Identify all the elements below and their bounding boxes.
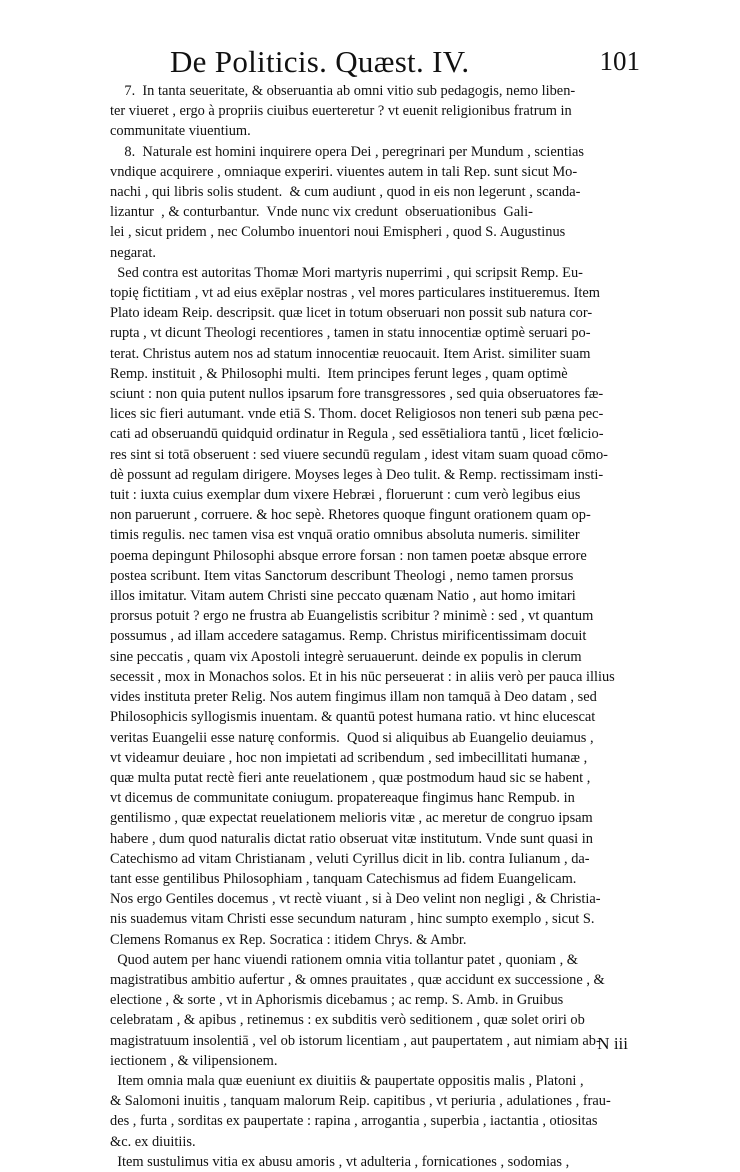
text-line: ter viueret , ergo à propriis ciuibus euerteretur ? vt euenit religionibus fratrum in [110,103,572,120]
signature-mark: N iii [597,1034,628,1053]
text-line: Quod autem per hanc viuendi rationem omnia vitia tollantur patet , quoniam , & [110,951,578,968]
text-line: secessit , mox in Monachos solos. Et in his nūc perseuerat : in aliis verò per pauca illius [110,668,615,685]
text-line: 7. In tanta seueritate, & obseruantia ab omni vitio sub pedagogis, nemo liben- [110,83,576,99]
text-line: negarat. [110,244,156,261]
text-line: magistratibus ambitio aufertur , & omnes prauitates , quæ accidunt ex successione , & [110,971,605,988]
text-line: lizantur , & conturbantur. Vnde nunc vix credunt obseruationibus Gali- [110,204,533,221]
text-line: magistratuum insolentiā , vel ob istorum licentiam , aut paupertatem , aut nimiam ab- [110,1032,601,1049]
text-line: sciunt : non quia putent nullos ipsarum fore transgressores , sed quia obseruatores fæ- [110,386,604,403]
text-line: rupta , vt dicunt Theologi recentiores , tamen in statu innocentiæ optimè seruari po- [110,325,591,342]
text-line: dè possunt ad regulam dirigere. Moyses leges à Deo tulit. & Remp. rectissimam insti- [110,466,604,483]
text-line: tant esse gentilibus Philosophiam , tanquam Catechismus ad fidem Euangelicam. [110,870,577,887]
text-line: Sed contra est autoritas Thomæ Mori martyris nuperrimi , qui scripsit Remp. Eu- [110,264,583,281]
text-line: vt videamur deuiare , hoc non impietati ad scribendum , sed imbecillitati humanæ , [110,749,588,766]
text-line: vndique acquirere , omniaque experiri. viuentes autem in tali Rep. sunt sicut Mo- [110,163,578,180]
page-footer [110,1034,630,1058]
text-line: Remp. instituit , & Philosophi multi. Item principes ferunt leges , quam optimè [110,365,568,382]
text-line: lei , sicut pridem , nec Columbo inuentori noui Emispheri , quod S. Augustinus [110,224,566,241]
text-line: celebratam , & apibus , retinemus : ex subditis verò seditionem , quæ solet oriri ob [110,1012,585,1029]
text-line: electione , & sorte , vt in Aphorismis dicebamus ; ac remp. S. Amb. in Gruibus [110,992,564,1009]
text-line: non paruerunt , corruere. & hoc sepè. Rhetores quoque fingunt orationem quam op- [110,507,591,524]
text-line: lices sic fieri autumant. vnde etiā S. Thom. docet Religiosos non teneri sub pæna pec- [110,406,604,423]
text-line: Philosophicis syllogismis inuentam. & quantū potest humana ratio. vt hinc elucescat [110,709,596,726]
text-line: nachi , qui libris solis student. & cum audiunt , quod in eis non legerunt , scanda- [110,184,581,201]
text-line: Catechismo ad vitam Christianam , veluti Cyrillus dicit in lib. contra Iulianum , da- [110,850,590,867]
text-line: tuit : iuxta cuius exemplar dum vixere Hebræi , floruerunt : cum verò legibus eius [110,487,581,504]
text-line: possumus , ad illam accedere satagamus. Remp. Christus mirificentissimam docuit [110,628,587,645]
text-line: vides instituta preter Relig. Nos autem fingimus illam non tamquā à Deo datam , sed [110,689,597,706]
body-text [110,81,630,1172]
text-line: veritas Euangelii esse naturę conformis. Quod si aliquibus ab Euangelio deuiamus , [110,729,594,746]
text-line: & Salomoni inuitis , tanquam malorum Reip. capitibus , vt periuria , adulationes , frau- [110,1093,611,1110]
text-line: &c. ex diuitiis. [110,1133,196,1150]
text-line: Clemens Romanus ex Rep. Socratica : itidem Chrys. & Ambr. [110,931,467,948]
page-number: 101 [599,46,640,76]
text-line: gentilismo , quæ expectat reuelationem melioris vitæ , ac meretur de congruo ipsam [110,810,593,827]
text-line: vt dicemus de communitate coniugum. propatereaque fingimus hanc Rempub. in [110,790,575,807]
running-title: De Politicis. Quæst. IV. [170,44,470,79]
text-line: postea scribunt. Item vitas Sanctorum describunt Theologi , nemo tamen prorsus [110,567,574,584]
text-line: sine peccatis , quam vix Apostoli integrè seruauerunt. deinde ex populis in clerum [110,648,582,665]
text-line: 8. Naturale est homini inquirere opera Dei , peregrinari per Mundum , scientias [110,143,584,160]
text-line: illos imitatur. Vitam autem Christi sine peccato quænam Natio , aut homo imitari [110,588,576,605]
text-line: topię fictitiam , vt ad eius exēplar nostras , vel mores particulares institueremus. Item [110,285,600,302]
text-line: prorsus potuit ? ergo ne frustra ab Euangelistis scribitur ? minimè : sed , vt quantum [110,608,594,625]
text-line: timis regulis. nec tamen visa est vnquā oratio omnibus absoluta numeris. similiter [110,527,580,544]
text-line: iectionem , & vilipensionem. [110,1052,278,1069]
text-line: communitate viuentium. [110,123,251,140]
page-header [112,44,640,84]
text-line: des , furta , sorditas ex paupertate : rapina , arrogantia , superbia , iactantia , otiositas [110,1113,598,1130]
text-line: Plato ideam Reip. descripsit. quæ licet in totum obseruari non possit sub natura cor- [110,305,593,322]
text-line: Item omnia mala quæ eueniunt ex diuitiis & paupertate oppositis malis , Platoni , [110,1072,584,1089]
text-line: terat. Christus autem nos ad statum innocentiæ reuocauit. Item Arist. similiter suam [110,345,591,362]
text-line: habere , dum quod naturalis dictat ratio obseruat vitæ institutum. Vnde sunt quasi in [110,830,593,847]
text-line: poema depingunt Philosophi absque errore forsan : non tamen poetæ absque errore [110,547,587,564]
text-line: nis suademus vitam Christi esse secundum naturam , hinc sumpto exemplo , sicut S. [110,911,595,928]
text-line: cati ad obseruandū quidquid ordinatur in Regula , sed essētialiora tantū , licet fœlicio- [110,426,604,443]
text-line: res sint si totā obseruent : sed viuere secundū regulam , idest vitam suam quoad cōmo- [110,446,608,463]
text-line: quæ multa putat rectè fieri ante reuelationem , quæ postmodum haud sic se habent , [110,769,591,786]
text-line: Nos ergo Gentiles docemus , vt rectè viuant , si à Deo velint non negligi , & Christia- [110,891,601,908]
text-line: Item sustulimus vitia ex abusu amoris , vt adulteria , fornicationes , sodomias , [110,1153,570,1170]
